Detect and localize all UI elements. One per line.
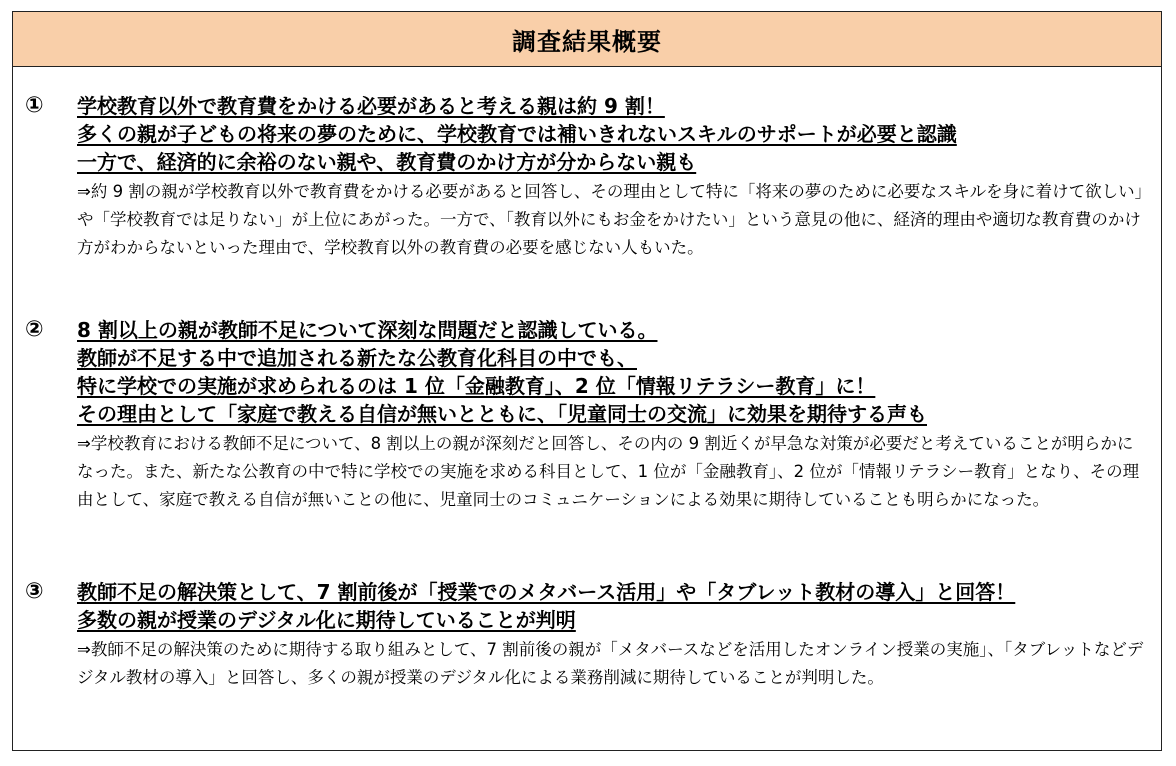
section-headline: 8 割以上の親が教師不足について深刻な問題だと認識している。: [77, 318, 658, 342]
section-headline: 多数の親が授業のデジタル化に期待していることが判明: [77, 608, 576, 632]
section-headline: その理由として「家庭で教える自信が無いとともに、「児童同士の交流」に効果を期待する声も: [77, 402, 927, 426]
page-title: 調査結果概要: [13, 12, 1161, 67]
summary-frame: [12, 11, 1162, 751]
section-headline: 教師が不足する中で追加される新たな公教育化科目の中でも、: [77, 346, 637, 370]
section-headline: 一方で、経済的に余裕のない親や、教育費のかけ方が分からない親も: [77, 150, 697, 174]
section-body: ⇒学校教育における教師不足について、8 割以上の親が深刻だと回答し、その内の 9 割近くが早急な対策が必要だと考えていることが明らかになった。また、新たな公教育の中で特に学校での実施を求める科目として、1 位が「金融教育」、2 位が「情報リテラシー教育」となり、その理由として、家庭で教える自信が無いことの他に、児童同士のコミュニケーションによる効果に期待していることも明らかになった。: [77, 434, 1140, 509]
section-number: ①: [25, 93, 44, 118]
section-body: ⇒教師不足の解決策のために期待する取り組みとして、7 割前後の親が「メタバースなどを活用したオンライン授業の実施」、「タブレットなどデジタル教材の導入」と回答し、多くの親が授業のデジタル化による業務削減に期待していることが判明した。: [77, 640, 1144, 687]
section-body: ⇒約 9 割の親が学校教育以外で教育費をかける必要があると回答し、その理由として特に「将来の夢のために必要なスキルを身に着けて欲しい」や「学校教育では足りない」が上位にあがった。一方で、「教育以外にもお金をかけたい」という意見の他に、経済的理由や適切な教育費のかけ方がわからないといった理由で、学校教育以外の教育費の必要を感じない人もいた。: [77, 182, 1143, 257]
section-number: ②: [25, 317, 44, 342]
section-headline: 教師不足の解決策として、7 割前後が「授業でのメタバース活用」や「タブレット教材の導入」と回答！: [77, 580, 1016, 604]
section-headline: 特に学校での実施が求められるのは 1 位「金融教育」、2 位「情報リテラシー教育」に！: [77, 374, 876, 398]
section-number: ③: [25, 579, 44, 604]
section-headline: 学校教育以外で教育費をかける必要があると考える親は約 9 割！: [77, 94, 665, 118]
section-headline: 多くの親が子どもの将来の夢のために、学校教育では補いきれないスキルのサポートが必要と認識: [77, 122, 957, 146]
